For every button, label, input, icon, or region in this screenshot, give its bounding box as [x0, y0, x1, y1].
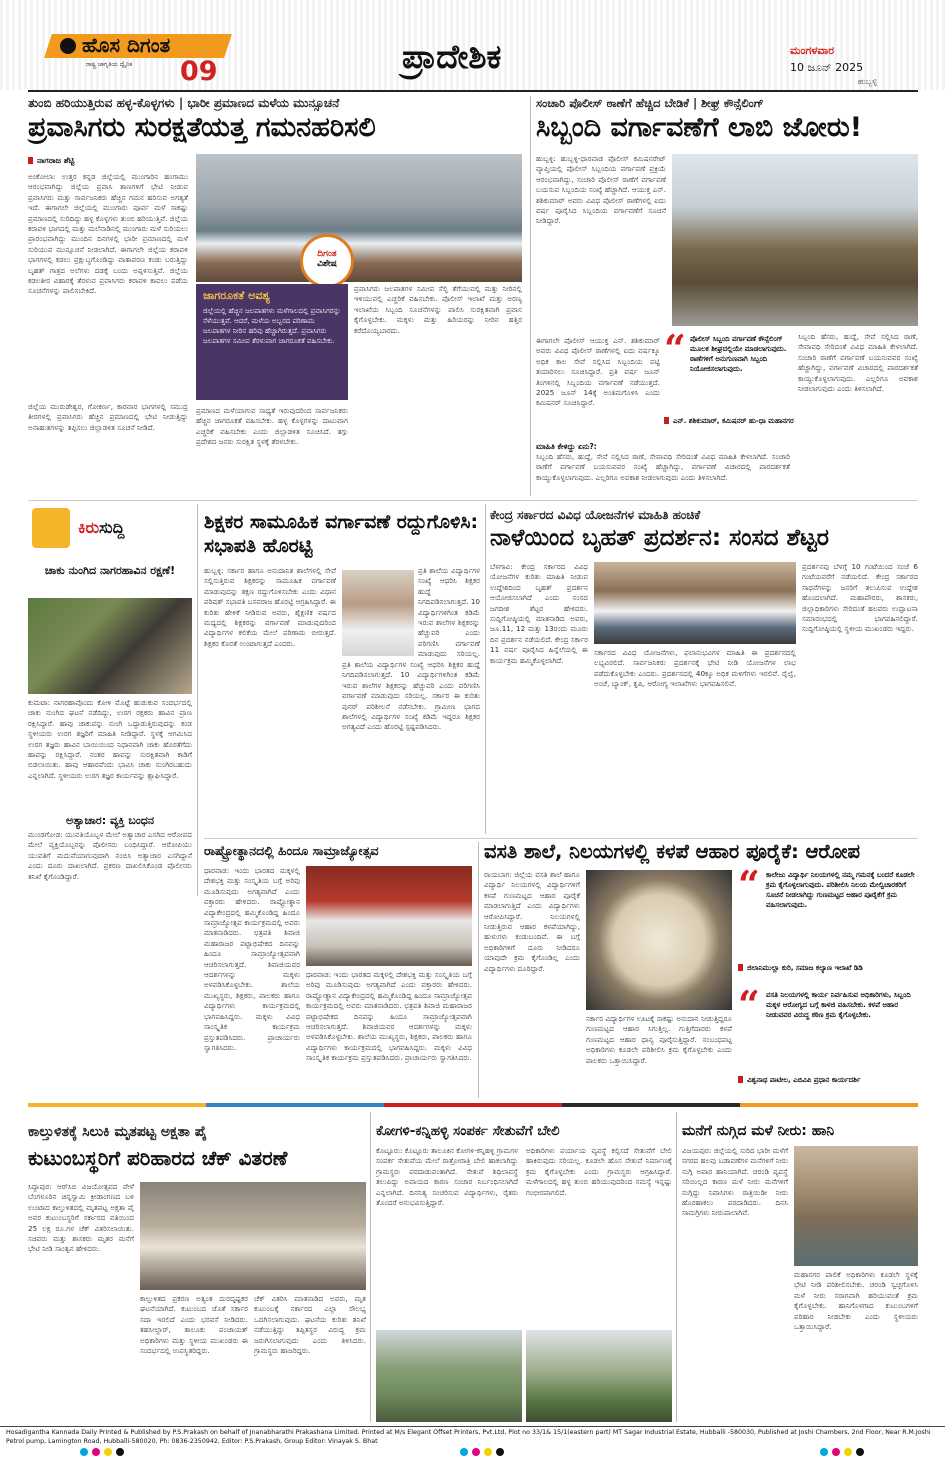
story-kicker: ಕೇಂದ್ರ ಸರ್ಕಾರದ ವಿವಿಧ ಯೋಜನೆಗಳ ಮಾಹಿತಿ ಹಂಚಿಕೆ	[490, 508, 701, 522]
story-body-c: ಪ್ರತಿ ಶಾಲೆಯ ವಿದ್ಯಾರ್ಥಿಗಳ ಸಂಖ್ಯೆ ಆಧರಿಸಿ ಶಿಕ್ಷಕರ ಹುದ್ದೆ ನಿಗದಿಪಡಿಸಲಾಗುತ್ತದೆ. 10 ವಿದ್ಯಾರ್ಥಿಗಳಿಗಿಂತ ಕಡಿಮೆ ಇರುವ ಶಾಲೆಗಳ ಶಿಕ್ಷಕರನ್ನು ಹೆಚ್ಚುವರಿ ಎಂದು ಪರಿಗಣಿಸಿ ವರ್ಗಾವಣೆ ಮಾಡುವುದು ಸರಿಯಲ್ಲ.	[418, 566, 480, 658]
footer-rule	[0, 1426, 945, 1427]
story-body-a: ಬೆಳಗಾವಿ: ಕೇಂದ್ರ ಸರ್ಕಾರದ ವಿವಿಧ ಯೋಜನೆಗಳ ಕುರಿತು ಮಾಹಿತಿ ನೀಡುವ ಉದ್ದೇಶದಿಂದ ಬೃಹತ್ ಪ್ರದರ್ಶನ ಆಯೋಜಿಸಲಾಗಿದೆ ಎಂದು ಸಂಸದ ಜಗದೀಶ ಶೆಟ್ಟರ ಹೇಳಿದರು. ಸುದ್ದಿಗೋಷ್ಠಿಯಲ್ಲಿ ಮಾತನಾಡಿದ ಅವರು, ಜೂ.11, 12 ಮತ್ತು 13ರಂದು ಮೂರು ದಿನ ಪ್ರದರ್ಶನ ನಡೆಯಲಿದೆ. ಕೇಂದ್ರ ಸರ್ಕಾರ 11 ವರ್ಷ ಪೂರೈಸಿದ ಹಿನ್ನೆಲೆಯಲ್ಲಿ ಈ ಕಾರ್ಯಕ್ರಮ ಹಮ್ಮಿಕೊಳ್ಳಲಾಗಿದೆ.	[490, 562, 588, 665]
story-headline: ಕೋಗಳಿ-ಕನ್ನಿಹಳ್ಳಿ ಸಂಪರ್ಕ ಸೇತುವೆಗೆ ಬೇಲಿ	[376, 1123, 560, 1139]
kirusuddi-label: ಕಿರುಸುದ್ದಿ	[78, 518, 125, 537]
story-body-b: ಮಹಾನಗರ ಪಾಲಿಕೆ ಅಧಿಕಾರಿಗಳು ಕೂಡಲೇ ಸ್ಥಳಕ್ಕೆ ಭೇಟಿ ನೀಡಿ ಪರಿಶೀಲಿಸಬೇಕು. ಚರಂಡಿ ಸ್ವಚ್ಛಗೊಳಿಸಿ ಮಳೆ ನೀರು ಸರಾಗವಾಗಿ ಹರಿಯುವಂತೆ ಕ್ರಮ ಕೈಗೊಳ್ಳಬೇಕು. ಹಾನಿಗೊಳಗಾದ ಕುಟುಂಬಗಳಿಗೆ ಪರಿಹಾರ ನೀಡಬೇಕು ಎಂದು ಸ್ಥಳೀಯರು ಒತ್ತಾಯಿಸಿದ್ದಾರೆ.	[794, 1270, 918, 1332]
quote-author: ಜಿಲಾನಿಮುಲ್ಲಾ ಕುರಿ, ಸಮಾಜ ಕಲ್ಯಾಣ ಇಲಾಖೆ ಡಿಡಿ	[738, 964, 863, 973]
item2-title: ಅತ್ಯಾಚಾರ: ವ್ಯಕ್ತಿ ಬಂಧನ	[66, 814, 154, 827]
logo	[30, 30, 240, 86]
date-label: 10 ಜೂನ್ 2025	[790, 61, 864, 74]
food-plate-photo	[586, 870, 732, 1010]
registration-dot	[832, 1448, 840, 1456]
story-body-b: ಪ್ರತಿ ಶಾಲೆಯ ವಿದ್ಯಾರ್ಥಿಗಳ ಸಂಖ್ಯೆ ಆಧರಿಸಿ ಶಿಕ್ಷಕರ ಹುದ್ದೆ ನಿಗದಿಪಡಿಸಲಾಗುತ್ತದೆ. 10 ವಿದ್ಯಾರ್ಥಿಗಳಿಗಿಂತ ಕಡಿಮೆ ಇರುವ ಶಾಲೆಗಳ ಶಿಕ್ಷಕರನ್ನು ಹೆಚ್ಚುವರಿ ಎಂದು ಪರಿಗಣಿಸಿ ವರ್ಗಾವಣೆ ಮಾಡುವುದು ಸರಿಯಲ್ಲ. ಸರ್ಕಾರ ಈ ಕುರಿತು ಪುನರ್ ಪರಿಶೀಲನೆ ನಡೆಸಬೇಕು. ಗ್ರಾಮೀಣ ಭಾಗದ ಶಾಲೆಗಳಲ್ಲಿ ವಿದ್ಯಾರ್ಥಿಗಳ ಸಂಖ್ಯೆ ಕಡಿಮೆ ಇದ್ದರೂ ಶಿಕ್ಷಕರ ಅಗತ್ಯವಿದೆ ಎಂದು ಹೊರಟ್ಟಿ ಸ್ಪಷ್ಟಪಡಿಸಿದರು.	[342, 660, 480, 732]
cheque-handover-photo	[140, 1182, 366, 1290]
item2-body: ಮುಂಡಗೋಡ: ಯುವತಿಯೊಬ್ಬಳ ಮೇಲೆ ಅತ್ಯಾಚಾರ ಎಸಗಿದ ಆರೋಪದ ಮೇಲೆ ವ್ಯಕ್ತಿಯೊಬ್ಬನನ್ನು ಪೊಲೀಸರು ಬಂಧಿಸಿದ್ದಾರೆ. ಆರೋಪಿಯು ಯುವತಿಗೆ ಮದುವೆಯಾಗುವುದಾಗಿ ನಂಬಿಸಿ ಅತ್ಯಾಚಾರ ಎಸಗಿದ್ದಾನೆ ಎಂದು ದೂರು ದಾಖಲಾಗಿದೆ. ಪ್ರಕರಣ ದಾಖಲಿಸಿಕೊಂಡ ಪೊಲೀಸರು ತನಿಖೆ ಕೈಗೊಂಡಿದ್ದಾರೆ.	[28, 830, 192, 881]
story-police-transfer	[536, 96, 918, 494]
registration-dot	[856, 1448, 864, 1456]
imprint-line: Hosadigantha Kannada Daily Printed & Published by P.S.Prakash on behalf of Jnanabharathi Prakashana Limited. Printed at M/s Elegant Offset Printers, Pvt.Ltd, Plot no 33/1& 15/1(eastern part) MT Sagar Industrial Estate, Hubballi -580030, Published at Joshi Chambers, 2nd Floor, Near R.M.Joshi Petrol pump, Lamington Road, Hubballi-580020, Ph: 0836-2350942, Editor: P.S.Prakash, Group Editor: Vinayak S. Bhat	[6, 1429, 931, 1445]
kirusuddi-column	[28, 504, 192, 896]
story-body-col2: ಪ್ರಮಾಣದ ಮಳೆಯಾಗುವ ಸಾಧ್ಯತೆ ಇರುವುದರಿಂದ ಸಾರ್ವಜನಿಕರು ಹೆಚ್ಚಿನ ಜಾಗರೂಕತೆ ವಹಿಸಬೇಕು. ಹಳ್ಳ ಕೊಳ್ಳಗಳನ್ನು ದಾಟುವಾಗ ಎಚ್ಚರಿಕೆ ವಹಿಸಬೇಕು ಎಂದು ಜಿಲ್ಲಾಡಳಿತ ಸೂಚಿಸಿದೆ. ತಗ್ಗು ಪ್ರದೇಶದ ಜನರು ಸುರಕ್ಷಿತ ಸ್ಥಳಕ್ಕೆ ತೆರಳಬೇಕು.	[196, 406, 348, 447]
story-body-col1b: ಜಿಲ್ಲೆಯ ಮುರುಡೇಶ್ವರ, ಗೋಕರ್ಣ, ಕಾರವಾರ ಭಾಗಗಳಲ್ಲಿ ಸಮುದ್ರ ತೀರಗಳಲ್ಲಿ ಪ್ರವಾಸಿಗರು ಹೆಚ್ಚಿನ ಪ್ರಮಾಣದಲ್ಲಿ ಭೇಟಿ ನೀಡುತ್ತಿದ್ದು ಅನಾಹುತಗಳನ್ನು ತಪ್ಪಿಸಲು ಜಿಲ್ಲಾಡಳಿತ ಸೂಚನೆ ನೀಡಿದೆ.	[28, 402, 188, 432]
story-body-a: ಹುಬ್ಬಳ್ಳಿ: ಸರ್ಕಾರ ಹಾಗೂ ಅನುದಾನಿತ ಶಾಲೆಗಳಲ್ಲಿ ಸೇವೆ ಸಲ್ಲಿಸುತ್ತಿರುವ ಶಿಕ್ಷಕರನ್ನು ಸಾಮೂಹಿಕ ವರ್ಗಾವಣೆ ಮಾಡುವುದನ್ನು ತಕ್ಷಣ ರದ್ದುಗೊಳಿಸಬೇಕು ಎಂದು ವಿಧಾನ ಪರಿಷತ್ ಸಭಾಪತಿ ಬಸವರಾಜ ಹೊರಟ್ಟಿ ಆಗ್ರಹಿಸಿದ್ದಾರೆ. ಈ ಕುರಿತು ಹೇಳಿಕೆ ನೀಡಿರುವ ಅವರು, ಶೈಕ್ಷಣಿಕ ವರ್ಷದ ಮಧ್ಯದಲ್ಲಿ ಶಿಕ್ಷಕರನ್ನು ವರ್ಗಾವಣೆ ಮಾಡುವುದರಿಂದ ವಿದ್ಯಾರ್ಥಿಗಳ ಕಲಿಕೆಯ ಮೇಲೆ ಪರಿಣಾಮ ಬೀರುತ್ತದೆ. ಶಿಕ್ಷಕರ ಕೊರತೆ ಉಂಟಾಗುತ್ತದೆ ಎಂದರು.	[204, 566, 336, 648]
story-teacher-transfer	[204, 504, 480, 834]
column-rule	[478, 842, 479, 1098]
story-kicker: ಕಾಲ್ತುಳಿತಕ್ಕೆ ಸಿಲುಕಿ ಮೃತಪಟ್ಟ ಅಕ್ಷತಾ ಪೈ	[28, 1124, 207, 1140]
story-body-c: ಸಿಬ್ಬಂದಿ ಹೆಸರು, ಹುದ್ದೆ, ಸೇವೆ ಸಲ್ಲಿಸಿದ ಠಾಣೆ, ಸೇವಾವಧಿ ಸೇರಿದಂತೆ ವಿವಿಧ ಮಾಹಿತಿ ಕೇಳಲಾಗಿದೆ. ಸಂಚಾರಿ ಠಾಣೆಗೆ ವರ್ಗಾವಣೆ ಬಯಸುವವರ ಸಂಖ್ಯೆ ಹೆಚ್ಚಾಗಿದ್ದು, ವರ್ಗಾವಣೆ ವಿಚಾರದಲ್ಲಿ ಪಾರದರ್ಶಕತೆ ಕಾಯ್ದುಕೊಳ್ಳಲಾಗುವುದು. ಎಲ್ಲರಿಗೂ ಅವಕಾಶ ನೀಡಲಾಗುವುದು ಎಂದು ತಿಳಿಸಲಾಗಿದೆ.	[536, 452, 790, 482]
registration-dot	[820, 1448, 828, 1456]
snake-rescue-photo	[28, 598, 192, 694]
story-body-b: ಸರ್ಕಾರ ವಿದ್ಯಾರ್ಥಿಗಳ ಊಟಕ್ಕೆ ಸಾಕಷ್ಟು ಅನುದಾನ ನೀಡುತ್ತಿದ್ದರೂ ಗುಣಮಟ್ಟದ ಆಹಾರ ಸಿಗುತ್ತಿಲ್ಲ. ಗುತ್ತಿಗೆದಾರರು ಕಳಪೆ ಗುಣಮಟ್ಟದ ಆಹಾರ ಧಾನ್ಯ ಪೂರೈಸುತ್ತಿದ್ದಾರೆ. ಸಂಬಂಧಪಟ್ಟ ಅಧಿಕಾರಿಗಳು ಕೂಡಲೇ ಪರಿಶೀಲಿಸಿ ಕ್ರಮ ಕೈಗೊಳ್ಳಬೇಕು ಎಂದು ಪಾಲಕರು ಒತ್ತಾಯಿಸಿದ್ದಾರೆ.	[586, 1014, 732, 1065]
quote-author: ವಿಶ್ವನಾಥ ಪಾಟೀಲ, ಎಬಿವಿಪಿ ಪ್ರಧಾನ ಕಾರ್ಯದರ್ಶಿ	[738, 1076, 861, 1085]
flooded-house-photo	[794, 1146, 918, 1266]
story-hindu-samrajyotsava	[204, 842, 472, 1098]
press-meet-photo	[594, 562, 796, 644]
caution-box	[196, 284, 348, 400]
story-body-a: ರಾಯಬಾಗ: ಜಿಲ್ಲೆಯ ವಸತಿ ಶಾಲೆ ಹಾಗೂ ವಿದ್ಯಾರ್ಥಿ ನಿಲಯಗಳಲ್ಲಿ ವಿದ್ಯಾರ್ಥಿಗಳಿಗೆ ಕಳಪೆ ಗುಣಮಟ್ಟದ ಆಹಾರ ಪೂರೈಕೆ ಮಾಡಲಾಗುತ್ತಿದೆ ಎಂದು ವಿದ್ಯಾರ್ಥಿಗಳು ಆರೋಪಿಸಿದ್ದಾರೆ. ನಿಲಯಗಳಲ್ಲಿ ನೀಡುತ್ತಿರುವ ಆಹಾರ ಕಳಪೆಯಾಗಿದ್ದು, ಹುಳುಗಳು ಕಂಡುಬಂದಿವೆ. ಈ ಬಗ್ಗೆ ಅಧಿಕಾರಿಗಳಿಗೆ ದೂರು ನೀಡಿದರೂ ಯಾವುದೇ ಕ್ರಮ ಕೈಗೊಂಡಿಲ್ಲ ಎಂದು ವಿದ್ಯಾರ್ಥಿಗಳು ದೂರಿದ್ದಾರೆ.	[484, 870, 580, 973]
column-rule	[485, 504, 486, 834]
registration-dot	[104, 1448, 112, 1456]
story-body-a: ಸಿದ್ದಾಪುರ: ಆರ್‌ಸಿಬಿ ವಿಜಯೋತ್ಸವದ ವೇಳೆ ಬೆಂಗಳೂರಿನ ಚಿನ್ನಸ್ವಾಮಿ ಕ್ರೀಡಾಂಗಣದ ಬಳಿ ಉಂಟಾದ ಕಾಲ್ತುಳಿತದಲ್ಲಿ ಮೃತಪಟ್ಟ ಅಕ್ಷತಾ ಪೈ ಅವರ ಕುಟುಂಬಸ್ಥರಿಗೆ ಸರ್ಕಾರದ ವತಿಯಿಂದ 25 ಲಕ್ಷ ರೂ.ಗಳ ಚೆಕ್ ವಿತರಿಸಲಾಯಿತು. ಸಚಿವರು ಮತ್ತು ಶಾಸಕರು ಮೃತರ ಮನೆಗೆ ಭೇಟಿ ನೀಡಿ ಸಾಂತ್ವನ ಹೇಳಿದರು.	[28, 1182, 134, 1254]
story-body-c: ಚೆಕ್ ವಿತರಿಸಿ ಮಾತನಾಡಿದ ಅವರು, ಮೃತ ಕುಟುಂಬಕ್ಕೆ ಸರ್ಕಾರದ ಎಲ್ಲಾ ಸೌಲಭ್ಯ ಒದಗಿಸಲಾಗುವುದು. ಘಟನೆಯ ಕುರಿತು ತನಿಖೆ ನಡೆಯುತ್ತಿದ್ದು ತಪ್ಪಿತಸ್ಥರ ವಿರುದ್ಧ ಕ್ರಮ ಜರುಗಿಸಲಾಗುವುದು ಎಂದು ತಿಳಿಸಿದರು. ಗ್ರಾಮಸ್ಥರು ಹಾಜರಿದ್ದರು.	[254, 1294, 366, 1356]
story-body-a: ಧಾರವಾಡ: ಇಂದು ಭಾರತದ ಮಕ್ಕಳಲ್ಲಿ ದೇಶಭಕ್ತಿ ಮತ್ತು ಸಂಸ್ಕೃತಿಯ ಬಗ್ಗೆ ಅರಿವು ಮೂಡಿಸುವುದು ಅಗತ್ಯವಾಗಿದೆ ಎಂದು ವಕ್ತಾರರು ಹೇಳಿದರು. ರಾಷ್ಟ್ರೋತ್ಥಾನ ವಿದ್ಯಾಕೇಂದ್ರದಲ್ಲಿ ಹಮ್ಮಿಕೊಂಡಿದ್ದ ಹಿಂದೂ ಸಾಮ್ರಾಜ್ಯೋತ್ಸವ ಕಾರ್ಯಕ್ರಮದಲ್ಲಿ ಅವರು ಮಾತನಾಡಿದರು. ಛತ್ರಪತಿ ಶಿವಾಜಿ ಮಹಾರಾಜರ ಪಟ್ಟಾಭಿಷೇಕದ ದಿನವನ್ನು ಹಿಂದೂ ಸಾಮ್ರಾಜ್ಯೋತ್ಸವವಾಗಿ ಆಚರಿಸಲಾಗುತ್ತದೆ. ಶಿವಾಜಿಯವರ ಆದರ್ಶಗಳನ್ನು ಮಕ್ಕಳು ಅಳವಡಿಸಿಕೊಳ್ಳಬೇಕು. ಶಾಲೆಯ ಮುಖ್ಯಸ್ಥರು, ಶಿಕ್ಷಕರು, ಪಾಲಕರು ಹಾಗೂ ವಿದ್ಯಾರ್ಥಿಗಳು ಕಾರ್ಯಕ್ರಮದಲ್ಲಿ ಭಾಗವಹಿಸಿದ್ದರು. ಮಕ್ಕಳು ವಿವಿಧ ಸಾಂಸ್ಕೃತಿಕ ಕಾರ್ಯಕ್ರಮ ಪ್ರಸ್ತುತಪಡಿಸಿದರು. ಪ್ರಾಚಾರ್ಯರು ಸ್ವಾಗತಿಸಿದರು.	[204, 866, 300, 1052]
column-rule	[370, 1112, 371, 1422]
story-body-col3: ಪ್ರವಾಸಿಗರು ಜಲಪಾತಗಳ ಸಮೀಪ ಸೆಲ್ಫಿ ತೆಗೆಯುವಲ್ಲಿ ಮತ್ತು ನೀರಿನಲ್ಲಿ ಇಳಿಯುವಲ್ಲಿ ಎಚ್ಚರಿಕೆ ವಹಿಸಬೇಕು. ಪೊಲೀಸ್ ಇಲಾಖೆ ಮತ್ತು ಅರಣ್ಯ ಇಲಾಖೆಯ ಸಿಬ್ಬಂದಿ ಸೂಚನೆಗಳನ್ನು ಪಾಲಿಸಿ ಸುರಕ್ಷಿತವಾಗಿ ಪ್ರವಾಸ ಕೈಗೊಳ್ಳಬೇಕು. ಮಕ್ಕಳು ಮತ್ತು ಹಿರಿಯರನ್ನು ನೀರಿನ ಹತ್ತಿರ ಕರೆದೊಯ್ಯಬಾರದು.	[354, 284, 522, 335]
story-tourist-safety	[28, 96, 524, 494]
quote-author: ಎನ್. ಶಶಿಕುಮಾರ್, ಕಮಿಷನರ್ ಹು-ಧಾ ಮಹಾನಗರ	[664, 416, 794, 426]
special-badge	[300, 234, 354, 288]
caution-body: ಜಿಲ್ಲೆಯಲ್ಲಿ ಹೆಚ್ಚಿನ ಜಲಪಾತಗಳು ಮಳೆಗಾಲದಲ್ಲಿ ಪ್ರವಾಸಿಗರನ್ನು ಸೆಳೆಯುತ್ತವೆ. ಆದರೆ, ಮಳೆಯ ಅಬ್ಬರದ ಪರಿಣಾಮ ಜಲಪಾತಗಳ ನೀರಿನ ಹರಿವು ಹೆಚ್ಚಾಗಿರುತ್ತದೆ. ಪ್ರವಾಸಿಗರು ಜಲಪಾತಗಳ ಸಮೀಪ ತೆರಳುವಾಗ ಜಾಗರೂಕತೆ ವಹಿಸಬೇಕು.	[203, 307, 341, 345]
story-headline: ಶಿಕ್ಷಕರ ಸಾಮೂಹಿಕ ವರ್ಗಾವಣೆ ರದ್ದುಗೊಳಿಸಿ: ಸಭಾಪತಿ ಹೊರಟ್ಟಿ	[204, 511, 479, 557]
story-headline: ಮನೆಗೆ ನುಗ್ಗಿದ ಮಳೆ ನೀರು: ಹಾನಿ	[682, 1123, 835, 1139]
masthead	[0, 0, 945, 90]
date-box	[790, 44, 925, 87]
story-body-col1: ಅಂಕೋಲಾ: ಉತ್ತರ ಕನ್ನಡ ಜಿಲ್ಲೆಯಲ್ಲಿ ಮುಂಗಾರಿನ ಹಂಗಾಮು ಆರಂಭವಾಗಿದ್ದು ಜಿಲ್ಲೆಯ ಪ್ರವಾಸಿ ತಾಣಗಳಿಗೆ ಭೇಟಿ ನೀಡುವ ಪ್ರವಾಸಿಗರು ಮತ್ತು ಸಾರ್ವಜನಿಕರು ಹೆಚ್ಚಿನ ಗಮನ ಹರಿಸುವ ಅಗತ್ಯತೆ ಇದೆ. ಈಗಾಗಲೇ ಜಿಲ್ಲೆಯಲ್ಲಿ ಮುಂಗಾರು ಪೂರ್ವ ಮಳೆ ಸಾಕಷ್ಟು ಪ್ರಮಾಣದಲ್ಲಿ ಸುರಿದಿದ್ದು ಹಳ್ಳ ಕೊಳ್ಳಗಳು ತುಂಬಿ ಹರಿಯುತ್ತಿವೆ. ಜಿಲ್ಲೆಯ ಕರಾವಳಿ ಭಾಗದಲ್ಲಿ ಮತ್ತು ಮಲೆನಾಡಿನಲ್ಲಿ ಮುಂಗಾರು ಮಳೆ ಸುರಿಯಲು ಪ್ರಾರಂಭವಾಗಿದ್ದು ಮುಂದಿನ ದಿನಗಳಲ್ಲಿ ಭಾರೀ ಪ್ರಮಾಣದಲ್ಲಿ ಮಳೆ ಸುರಿಯುವ ಮುನ್ಸೂಚನೆ ನೀಡಲಾಗಿದೆ. ಈಗಾಗಲೇ ಜಿಲ್ಲೆಯ ಕರಾವಳಿ ಭಾಗಗಳಲ್ಲಿ ಕಡಲು ಪ್ರಕ್ಷುಬ್ಧಗೊಂಡಿದ್ದು ವಾತಾವರಣ ಕಂಡು ಬರುತ್ತಿದ್ದು ಬೃಹತ್ ಗಾತ್ರದ ಅಲೆಗಳು ದಡಕ್ಕೆ ಬಂದು ಅಪ್ಪಳಿಸುತ್ತಿವೆ. ಜಿಲ್ಲೆಯ ಕಡಲತೀರ ವಿಹಾರಕ್ಕೆ ತೆರಳುವ ಪ್ರವಾಸಿಗರು ಕರಾವಳಿ ಕಾವಲು ಪಡೆಯ ಸೂಚನೆಗಳನ್ನು ಪಾಲಿಸಬೇಕಿದೆ.	[28, 172, 188, 296]
day-label: ಮಂಗಳವಾರ	[790, 44, 835, 57]
hand-icon	[32, 508, 70, 548]
story-headline: ಕುಟುಂಬಸ್ಥರಿಗೆ ಪರಿಹಾರದ ಚೆಕ್ ವಿತರಣೆ	[28, 1146, 288, 1170]
story-compensation	[28, 1110, 366, 1422]
story-subhead: ಮಾಹಿತಿ ಕೇಳಿದ್ದು ಏನು?:	[536, 442, 597, 451]
story-hostel-food	[484, 842, 918, 1098]
story-body-a: ಕೊಟ್ಟೂರು: ಕೊಟ್ಟೂರು ತಾಲೂಕಿನ ಕೋಗಳಿ-ಕನ್ನಿಹಳ್ಳಿ ಗ್ರಾಮಗಳ ಸಂಪರ್ಕ ಸೇತುವೆಯ ಮೇಲೆ ರಾತ್ರೋರಾತ್ರಿ ಬೇಲಿ ಹಾಕಲಾಗಿದ್ದು ಗ್ರಾಮಸ್ಥರು ಪರದಾಡುವಂತಾಗಿದೆ. ಸೇತುವೆ ಶಿಥಿಲಾವಸ್ಥೆ ತಲುಪಿದ್ದು ಅಪಾಯದ ಕಾರಣ ಸಂಚಾರ ನಿರ್ಬಂಧಿಸಲಾಗಿದೆ ಎನ್ನಲಾಗಿದೆ. ದಿನನಿತ್ಯ ಸಂಚರಿಸುವ ವಿದ್ಯಾರ್ಥಿಗಳು, ರೈತರು ತೊಂದರೆ ಅನುಭವಿಸುತ್ತಿದ್ದಾರೆ.	[376, 1146, 518, 1208]
story-bridge-fence	[376, 1110, 672, 1422]
quote-mark-icon: “	[738, 862, 760, 907]
quote-text: ವಸತಿ ನಿಲಯಗಳಲ್ಲಿ ಕಾರ್ಯ ನಿರ್ವಹಿಸುವ ಅಧಿಕಾರಿಗಳು, ಸಿಬ್ಬಂದಿ ಮಕ್ಕಳ ಆರೋಗ್ಯದ ಬಗ್ಗೆ ಕಾಳಜಿ ವಹಿಸಬೇಕು. ಕಳಪೆ ಆಹಾರ ನೀಡುವವರ ವಿರುದ್ಧ ಕಠಿಣ ಕ್ರಮ ಕೈಗೊಳ್ಳಬೇಕು.	[766, 991, 911, 1019]
story-byline	[28, 156, 74, 166]
section-rule	[28, 500, 918, 501]
registration-dot	[460, 1448, 468, 1456]
caution-title: ಜಾಗರೂಕತೆ ಅವಶ್ಯ	[203, 289, 270, 302]
quote-box-1	[738, 862, 918, 984]
item1-body: ಕುಮಟಾ: ನಾಗರಹಾವೊಂದು ಕೋಳಿ ಮೊಟ್ಟೆ ಹುಡುಕುವ ಸಂದರ್ಭದಲ್ಲಿ ಚಾಕು ನುಂಗಿದ ಘಟನೆ ನಡೆದಿದ್ದು, ಉರಗ ರಕ್ಷಕರು ಹಾವಿನ ಪ್ರಾಣ ರಕ್ಷಿಸಿದ್ದಾರೆ. ಹಾವು ಚಾಕುವನ್ನು ನುಂಗಿ ಒದ್ದಾಡುತ್ತಿರುವುದನ್ನು ಕಂಡ ಸ್ಥಳೀಯರು ಉರಗ ತಜ್ಞರಿಗೆ ಮಾಹಿತಿ ನೀಡಿದ್ದಾರೆ. ಸ್ಥಳಕ್ಕೆ ಆಗಮಿಸಿದ ಉರಗ ತಜ್ಞರು ಹಾವಿನ ಬಾಯಿಯಿಂದ ನಿಧಾನವಾಗಿ ಚಾಕು ಹೊರತೆಗೆದು ಹಾವನ್ನು ರಕ್ಷಿಸಿದ್ದಾರೆ. ನಂತರ ಹಾವನ್ನು ಸುರಕ್ಷಿತವಾಗಿ ಕಾಡಿಗೆ ಬಿಡಲಾಯಿತು. ಹಾವು ಆಹಾರವೆಂದು ಭಾವಿಸಿ ಚಾಕು ನುಂಗಿರಬಹುದು ಎನ್ನಲಾಗಿದೆ. ಸ್ಥಳೀಯರು ಉರಗ ತಜ್ಞರ ಕಾರ್ಯವನ್ನು ಶ್ಲಾಘಿಸಿದ್ದಾರೆ.	[28, 698, 192, 780]
story-headline: ವಸತಿ ಶಾಲೆ, ನಿಲಯಗಳಲ್ಲಿ ಕಳಪೆ ಆಹಾರ ಪೂರೈಕೆ: ಆರೋಪ	[484, 840, 861, 863]
column-rule	[676, 1112, 677, 1422]
story-headline: ಪ್ರವಾಸಿಗರು ಸುರಕ್ಷತೆಯತ್ತ ಗಮನಹರಿಸಲಿ	[28, 112, 376, 143]
logo-emblem-icon	[60, 38, 76, 54]
story-exhibition	[490, 504, 918, 834]
section-rule	[204, 838, 918, 839]
registration-dot	[844, 1448, 852, 1456]
registration-dot	[496, 1448, 504, 1456]
story-rain-damage	[682, 1110, 918, 1422]
quote-text: ಕಾಲೇಜು ವಿದ್ಯಾರ್ಥಿ ನಿಲಯಗಳಲ್ಲಿ ನಮ್ಮ ಗಮನಕ್ಕೆ ಬಂದರೆ ಕೂಡಲೇ ಕ್ರಮ ಕೈಗೊಳ್ಳಲಾಗುವುದು. ಪರಿಶೀಲಿಸಿ ನಿಲಯ ಮೇಲ್ವಿಚಾರಕರಿಗೆ ಸೂಚನೆ ನೀಡಲಾಗಿದ್ದು ಗುಣಮಟ್ಟದ ಆಹಾರ ಪೂರೈಕೆಗೆ ಕ್ರಮ ವಹಿಸಲಾಗುವುದು.	[766, 871, 915, 909]
police-parade-photo	[672, 154, 918, 326]
logo-text: ಹೊಸ ದಿಗಂತ	[82, 33, 171, 57]
section-title: ಪ್ರಾದೇಶಿಕ	[402, 37, 502, 76]
quote-mark-icon: “	[664, 326, 686, 371]
registration-dot	[92, 1448, 100, 1456]
story-body-d: ಸಿಬ್ಬಂದಿ ಹೆಸರು, ಹುದ್ದೆ, ಸೇವೆ ಸಲ್ಲಿಸಿದ ಠಾಣೆ, ಸೇವಾವಧಿ ಸೇರಿದಂತೆ ವಿವಿಧ ಮಾಹಿತಿ ಕೇಳಲಾಗಿದೆ. ಸಂಚಾರಿ ಠಾಣೆಗೆ ವರ್ಗಾವಣೆ ಬಯಸುವವರ ಸಂಖ್ಯೆ ಹೆಚ್ಚಾಗಿದ್ದು, ವರ್ಗಾವಣೆ ವಿಚಾರದಲ್ಲಿ ಪಾರದರ್ಶಕತೆ ಕಾಯ್ದುಕೊಳ್ಳಲಾಗುವುದು. ಎಲ್ಲರಿಗೂ ಅವಕಾಶ ನೀಡಲಾಗುವುದು ಎಂದು ತಿಳಿಸಲಾಗಿದೆ.	[798, 332, 918, 394]
story-headline: ಸಿಬ್ಬಂದಿ ವರ್ಗಾವಣೆಗೆ ಲಾಬಿ ಜೋರು!	[536, 112, 863, 143]
byline-name: ನಾಗರಾಜ ಶೆಟ್ಟಿ	[37, 156, 75, 165]
story-kicker: ಸಂಚಾರಿ ಪೊಲೀಸ್ ಠಾಣೆಗೆ ಹೆಚ್ಚಿದ ಬೇಡಿಕೆ | ಶೀಘ್ರ ಕೌನ್ಸೆಲಿಂಗ್	[536, 96, 764, 110]
story-body-b: ಸರ್ಕಾರದ ವಿವಿಧ ಯೋಜನೆಗಳು, ಫಲಾನುಭವಿಗಳ ಮಾಹಿತಿ ಈ ಪ್ರದರ್ಶನದಲ್ಲಿ ಲಭ್ಯವಿರಲಿದೆ. ಸಾರ್ವಜನಿಕರು ಪ್ರದರ್ಶನಕ್ಕೆ ಭೇಟಿ ನೀಡಿ ಯೋಜನೆಗಳ ಲಾಭ ಪಡೆದುಕೊಳ್ಳಬೇಕು ಎಂದರು. ಪ್ರದರ್ಶನದಲ್ಲಿ 40ಕ್ಕೂ ಅಧಿಕ ಮಳಿಗೆಗಳು ಇರಲಿವೆ. ರೈಲ್ವೆ, ಅಂಚೆ, ಬ್ಯಾಂಕ್, ಕೃಷಿ, ಆರೋಗ್ಯ ಇಲಾಖೆಗಳು ಭಾಗವಹಿಸಲಿವೆ.	[594, 648, 796, 689]
item1-title: ಚಾಕು ನುಂಗಿದ ನಾಗರಹಾವಿನ ರಕ್ಷಣೆ!	[44, 564, 176, 577]
quote-box-2	[738, 982, 918, 1098]
story-headline: ರಾಷ್ಟ್ರೋತ್ಥಾನದಲ್ಲಿ ಹಿಂದೂ ಸಾಮ್ರಾಜ್ಯೋತ್ಸವ	[204, 843, 379, 858]
river-bridge-photo	[376, 1330, 522, 1422]
column-rule	[530, 96, 531, 496]
registration-dot	[116, 1448, 124, 1456]
event-speaker-photo	[306, 866, 472, 966]
story-body-c: ಪ್ರದರ್ಶನವು ಬೆಳಗ್ಗೆ 10 ಗಂಟೆಯಿಂದ ಸಂಜೆ 6 ಗಂಟೆಯವರೆಗೆ ನಡೆಯಲಿದೆ. ಕೇಂದ್ರ ಸರ್ಕಾರದ ಸಾಧನೆಗಳನ್ನು ಜನರಿಗೆ ತಲುಪಿಸುವ ಉದ್ದೇಶ ಹೊಂದಲಾಗಿದೆ. ಮಹಾಪೌರರು, ಶಾಸಕರು, ಜಿಲ್ಲಾಧಿಕಾರಿಗಳು ಸೇರಿದಂತೆ ಹಲವರು ಉದ್ಘಾಟನಾ ಸಮಾರಂಭದಲ್ಲಿ ಭಾಗವಹಿಸಲಿದ್ದಾರೆ. ಸುದ್ದಿಗೋಷ್ಠಿಯಲ್ಲಿ ಸ್ಥಳೀಯ ಮುಖಂಡರು ಇದ್ದರು.	[802, 562, 918, 634]
sea-waves-photo	[196, 154, 522, 282]
story-body-b: ಕಾಲ್ತುಳಿತದ ಪ್ರಕರಣ ಅತ್ಯಂತ ದುರದೃಷ್ಟಕರ ಘಟನೆಯಾಗಿದೆ. ಕುಟುಂಬದ ಜೊತೆ ಸರ್ಕಾರ ಸದಾ ಇರಲಿದೆ ಎಂದು ಭರವಸೆ ನೀಡಿದರು. ತಹಸೀಲ್ದಾರ್, ತಾಲೂಕು ಪಂಚಾಯತ್ ಅಧಿಕಾರಿಗಳು ಮತ್ತು ಸ್ಥಳೀಯ ಮುಖಂಡರು ಈ ಸಂದರ್ಭದಲ್ಲಿ ಉಪಸ್ಥಿತರಿದ್ದರು.	[140, 1294, 248, 1356]
kirusuddi-header	[28, 504, 192, 554]
story-body-b: ಈಗಾಗಲೇ ಪೊಲೀಸ್ ಆಯುಕ್ತ ಎನ್. ಶಶಿಕುಮಾರ್ ಅವರು ವಿವಿಧ ಪೊಲೀಸ್ ಠಾಣೆಗಳಲ್ಲಿ ಐದು ವರ್ಷಕ್ಕೂ ಅಧಿಕ ಕಾಲ ಸೇವೆ ಸಲ್ಲಿಸಿದ ಸಿಬ್ಬಂದಿಯ ಪಟ್ಟಿ ತಯಾರಿಸಲು ಸೂಚಿಸಿದ್ದಾರೆ. ಪ್ರತಿ ವರ್ಷ ಜೂನ್ ತಿಂಗಳಿನಲ್ಲಿ ಸಿಬ್ಬಂದಿಯ ವರ್ಗಾವಣೆ ನಡೆಯುತ್ತದೆ. 2025 ಜೂನ್ 14ಕ್ಕೆ ಅಂತಿಮಗೊಳಿಸಿ ಎಂದು ಕಮಿಷನರ್ ಸೂಚಿಸಿದ್ದಾರೆ.	[536, 336, 660, 408]
story-body-a: ವಿಜಯಪುರ: ಜಿಲ್ಲೆಯಲ್ಲಿ ಸುರಿದ ಭಾರೀ ಮಳೆಗೆ ನಗರದ ಹಲವು ಬಡಾವಣೆಗಳ ಮನೆಗಳಿಗೆ ನೀರು ನುಗ್ಗಿ ಅಪಾರ ಹಾನಿಯಾಗಿದೆ. ಚರಂಡಿ ವ್ಯವಸ್ಥೆ ಸರಿಯಿಲ್ಲದ ಕಾರಣ ಮಳೆ ನೀರು ಮನೆಗಳಿಗೆ ನುಗ್ಗಿದ್ದು ನಿವಾಸಿಗಳು ರಾತ್ರಿಯಿಡೀ ನೀರು ಹೊರಹಾಕಲು ಪರದಾಡಿದರು. ದಿನಸಿ ಸಾಮಗ್ರಿಗಳು ನೀರುಪಾಲಾಗಿವೆ.	[682, 1146, 788, 1218]
story-body-b: ಅಧಿಕಾರಿಗಳು ಪರ್ಯಾಯ ವ್ಯವಸ್ಥೆ ಕಲ್ಪಿಸದೆ ಸೇತುವೆಗೆ ಬೇಲಿ ಹಾಕಿರುವುದು ಸರಿಯಲ್ಲ. ಕೂಡಲೇ ಹೊಸ ಸೇತುವೆ ನಿರ್ಮಾಣಕ್ಕೆ ಕ್ರಮ ಕೈಗೊಳ್ಳಬೇಕು ಎಂದು ಗ್ರಾಮಸ್ಥರು ಆಗ್ರಹಿಸಿದ್ದಾರೆ. ಮಳೆಗಾಲದಲ್ಲಿ ಹಳ್ಳ ತುಂಬಿ ಹರಿಯುವುದರಿಂದ ಸಮಸ್ಯೆ ಇನ್ನಷ್ಟು ಗಂಭೀರವಾಗಲಿದೆ.	[526, 1146, 672, 1197]
quote-text: ಪೊಲೀಸ್ ಸಿಬ್ಬಂದಿ ವರ್ಗಾವಣೆ ಕೌನ್ಸೆಲಿಂಗ್ ಮೂಲಕ ಶೀಘ್ರದಲ್ಲಿಯೇ ಮಾಡಲಾಗುವುದು. ಠಾಣೆಗಳಿಗೆ ಅನುಗುಣವಾಗಿ ಸಿಬ್ಬಂದಿ ನಿಯೋಜಿಸಲಾಗುವುದು.	[690, 335, 787, 373]
masthead-rule	[28, 90, 918, 92]
logo-tagline: ರಾಷ್ಟ್ರ ಜಾಗೃತಿಯ ದ್ವೈನಿಕ	[86, 61, 133, 68]
story-headline: ನಾಳೆಯಿಂದ ಬೃಹತ್ ಪ್ರದರ್ಶನ: ಸಂಸದ ಶೆಟ್ಟರ	[490, 525, 829, 551]
edition-label: ಹುಬ್ಬಳ್ಳಿ	[857, 77, 877, 86]
divider-stripe	[28, 1103, 918, 1107]
horatti-photo	[342, 570, 414, 656]
story-body-a: ಹುಬ್ಬಳ್ಳಿ: ಹುಬ್ಬಳ್ಳಿ-ಧಾರವಾಡ ಪೊಲೀಸ್ ಕಮಿಷನರೇಟ್ ವ್ಯಾಪ್ತಿಯಲ್ಲಿ ಪೊಲೀಸ್ ಸಿಬ್ಬಂದಿಯ ವರ್ಗಾವಣೆ ಪ್ರಕ್ರಿಯೆ ಆರಂಭವಾಗಿದ್ದು, ಸಂಚಾರಿ ಪೊಲೀಸ್ ಠಾಣೆಗೆ ವರ್ಗಾವಣೆ ಬಯಸುವ ಸಿಬ್ಬಂದಿಯ ಸಂಖ್ಯೆ ಹೆಚ್ಚಾಗಿದೆ. ಆಯುಕ್ತ ಎನ್. ಶಶಿಕುಮಾರ್ ಅವರು ವಿವಿಧ ಪೊಲೀಸ್ ಠಾಣೆಗಳಲ್ಲಿ ಐದು ವರ್ಷ ಪೂರೈಸಿದ ಸಿಬ್ಬಂದಿಯ ವರ್ಗಾವಣೆಗೆ ಸೂಚನೆ ನೀಡಿದ್ದಾರೆ.	[536, 154, 666, 226]
registration-dot	[472, 1448, 480, 1456]
story-body-b: ಧಾರವಾಡ: ಇಂದು ಭಾರತದ ಮಕ್ಕಳಲ್ಲಿ ದೇಶಭಕ್ತಿ ಮತ್ತು ಸಂಸ್ಕೃತಿಯ ಬಗ್ಗೆ ಅರಿವು ಮೂಡಿಸುವುದು ಅಗತ್ಯವಾಗಿದೆ ಎಂದು ವಕ್ತಾರರು ಹೇಳಿದರು. ರಾಷ್ಟ್ರೋತ್ಥಾನ ವಿದ್ಯಾಕೇಂದ್ರದಲ್ಲಿ ಹಮ್ಮಿಕೊಂಡಿದ್ದ ಹಿಂದೂ ಸಾಮ್ರಾಜ್ಯೋತ್ಸವ ಕಾರ್ಯಕ್ರಮದಲ್ಲಿ ಅವರು ಮಾತನಾಡಿದರು. ಛತ್ರಪತಿ ಶಿವಾಜಿ ಮಹಾರಾಜರ ಪಟ್ಟಾಭಿಷೇಕದ ದಿನವನ್ನು ಹಿಂದೂ ಸಾಮ್ರಾಜ್ಯೋತ್ಸವವಾಗಿ ಆಚರಿಸಲಾಗುತ್ತದೆ. ಶಿವಾಜಿಯವರ ಆದರ್ಶಗಳನ್ನು ಮಕ್ಕಳು ಅಳವಡಿಸಿಕೊಳ್ಳಬೇಕು. ಶಾಲೆಯ ಮುಖ್ಯಸ್ಥರು, ಶಿಕ್ಷಕರು, ಪಾಲಕರು ಹಾಗೂ ವಿದ್ಯಾರ್ಥಿಗಳು ಕಾರ್ಯಕ್ರಮದಲ್ಲಿ ಭಾಗವಹಿಸಿದ್ದರು. ಮಕ್ಕಳು ವಿವಿಧ ಸಾಂಸ್ಕೃತಿಕ ಕಾರ್ಯಕ್ರಮ ಪ್ರಸ್ತುತಪಡಿಸಿದರು. ಪ್ರಾಚಾರ್ಯರು ಸ್ವಾಗತಿಸಿದರು.	[306, 970, 472, 1063]
quote-box	[664, 326, 794, 412]
quote-mark-icon: “	[738, 982, 760, 1027]
page-number: 09	[180, 56, 218, 87]
badge-line1: ದಿಗಂತ	[317, 249, 337, 259]
story-kicker: ತುಂಬಿ ಹರಿಯುತ್ತಿರುವ ಹಳ್ಳ-ಕೊಳ್ಳಗಳು | ಭಾರೀ ಪ್ರಮಾಣದ ಮಳೆಯ ಮುನ್ಸೂಚನೆ	[28, 96, 340, 110]
registration-dot	[80, 1448, 88, 1456]
column-rule	[197, 504, 198, 896]
registration-dot	[484, 1448, 492, 1456]
badge-line2: ವಿಶೇಷ	[317, 259, 337, 269]
fenced-bridge-photo	[526, 1330, 672, 1422]
